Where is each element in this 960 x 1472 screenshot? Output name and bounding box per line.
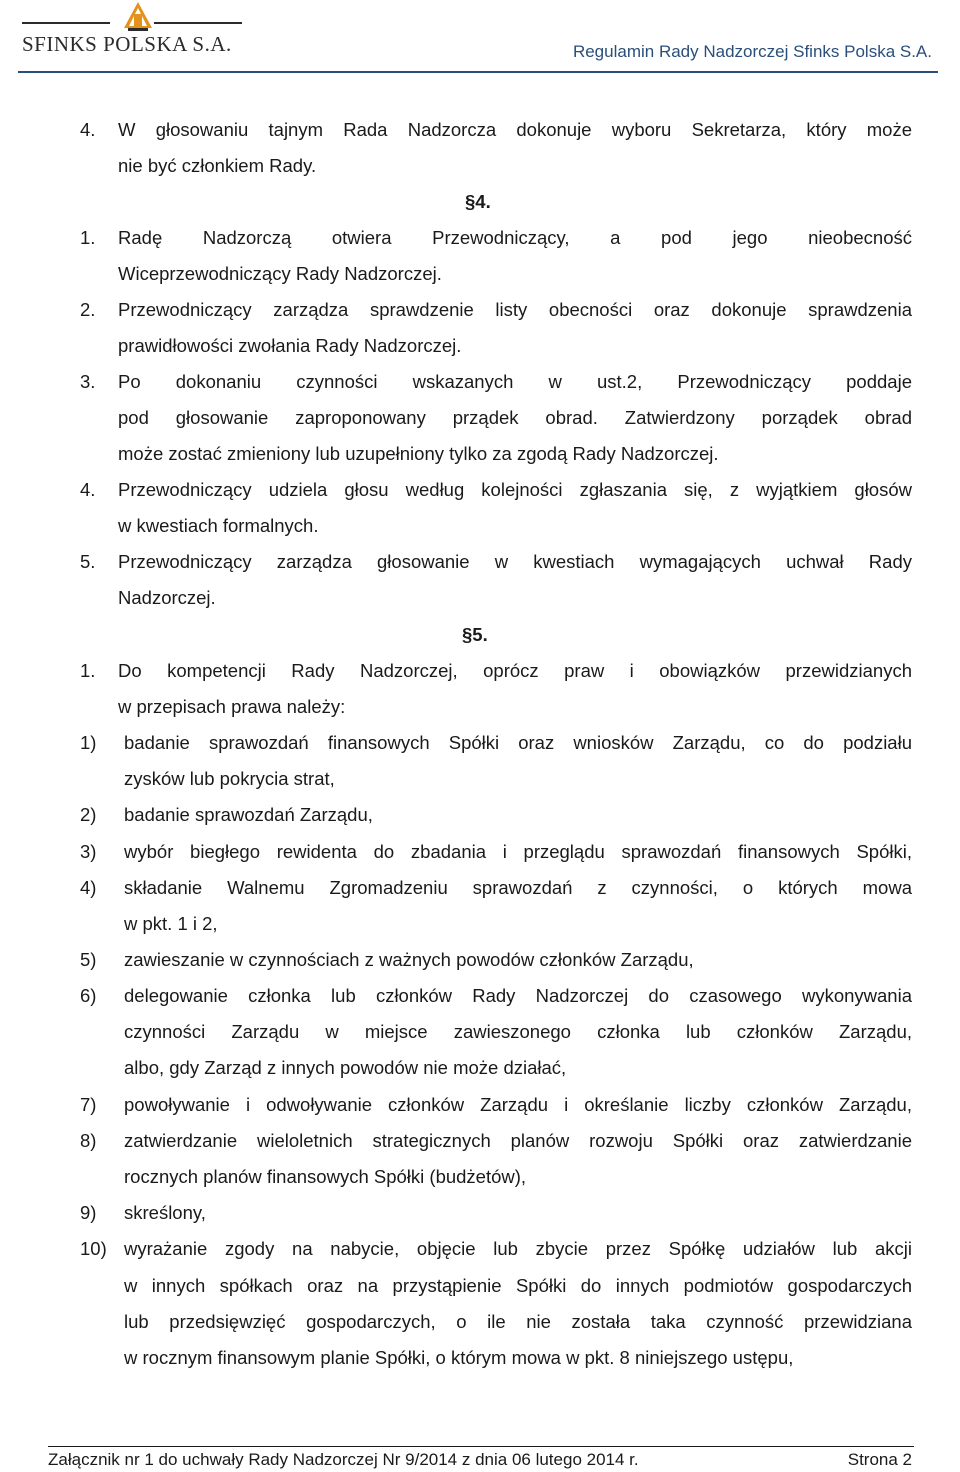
footer-divider xyxy=(48,1446,914,1447)
list-item-line: rocznych planów finansowych Spółki (budżetów), xyxy=(124,1166,527,1187)
item-number: 2. xyxy=(80,299,96,320)
paragraph-line: Przewodniczący udziela głosu według kolejności zgłaszania się, z wyjątkiem głosów xyxy=(118,479,912,500)
paragraph-line: prawidłowości zwołania Rady Nadzorczej. xyxy=(118,335,462,356)
footer-attachment-note: Załącznik nr 1 do uchwały Rady Nadzorczej Nr 9/2014 z dnia 06 lutego 2014 r. xyxy=(48,1450,639,1469)
list-number: 10) xyxy=(80,1238,107,1259)
paragraph-line: w przepisach prawa należy: xyxy=(118,696,346,717)
page-number: Strona 2 xyxy=(847,1450,912,1469)
paragraph-line: pod głosowanie zaproponowany prządek obrad. Zatwierdzony porządek obrad xyxy=(118,407,912,428)
list-number: 9) xyxy=(80,1202,97,1223)
list-item-line: powoływanie i odwoływanie członków Zarządu i określanie liczby członków Zarządu, xyxy=(124,1094,912,1115)
list-number: 2) xyxy=(80,804,97,825)
item-number: 1. xyxy=(80,227,96,248)
paragraph-line: w kwestiach formalnych. xyxy=(118,515,319,536)
list-item-line: skreślony, xyxy=(124,1202,206,1223)
paragraph-line: może zostać zmieniony lub uzupełniony tylko za zgodą Rady Nadzorczej. xyxy=(118,443,719,464)
paragraph-line: Po dokonaniu czynności wskazanych w ust.2, Przewodniczący poddaje xyxy=(118,371,912,392)
sphinx-logo-icon xyxy=(122,2,154,32)
item-number: 1. xyxy=(80,660,96,681)
list-item-line: czynności Zarządu w miejsce zawieszonego członka lub członków Zarządu, xyxy=(124,1021,912,1042)
list-item-line: w innych spółkach oraz na przystąpienie Spółki do innych podmiotów gospodarczych xyxy=(124,1275,912,1296)
paragraph-line: Nadzorczej. xyxy=(118,587,216,608)
list-item-line: w rocznym finansowym planie Spółki, o którym mowa w pkt. 8 niniejszego ustępu, xyxy=(124,1347,794,1368)
logo-text: SFINKS POLSKA S.A. xyxy=(22,32,232,56)
company-logo xyxy=(22,2,242,64)
list-number: 8) xyxy=(80,1130,97,1151)
paragraph-line: Do kompetencji Rady Nadzorczej, oprócz praw i obowiązków przewidzianych xyxy=(118,660,912,681)
list-item-line: zatwierdzanie wieloletnich strategicznych planów rozwoju Spółki oraz zatwierdzanie xyxy=(124,1130,912,1151)
list-number: 5) xyxy=(80,949,97,970)
list-item-line: wybór biegłego rewidenta do zbadania i przeglądu sprawozdań finansowych Spółki, xyxy=(124,841,912,862)
list-item-line: składanie Walnemu Zgromadzeniu sprawozdań z czynności, o których mowa xyxy=(124,877,912,898)
logo-line-left xyxy=(22,22,110,24)
list-item-line: wyrażanie zgody na nabycie, objęcie lub zbycie przez Spółkę udziałów lub akcji xyxy=(124,1238,912,1259)
list-item-line: zawieszanie w czynnościach z ważnych powodów członków Zarządu, xyxy=(124,949,694,970)
list-item-line: badanie sprawozdań Zarządu, xyxy=(124,804,373,825)
list-number: 3) xyxy=(80,841,97,862)
paragraph-line: Wiceprzewodniczący Rady Nadzorczej. xyxy=(118,263,442,284)
list-item-line: delegowanie członka lub członków Rady Nadzorczej do czasowego wykonywania xyxy=(124,985,912,1006)
list-item-line: zysków lub pokrycia strat, xyxy=(124,768,335,789)
paragraph-line: Radę Nadzorczą otwiera Przewodniczący, a pod jego nieobecność xyxy=(118,227,912,248)
list-item-line: albo, gdy Zarząd z innych powodów nie może działać, xyxy=(124,1057,567,1078)
list-number: 4) xyxy=(80,877,97,898)
logo-line-right xyxy=(154,22,242,24)
page-header xyxy=(0,0,960,72)
list-item-line: badanie sprawozdań finansowych Spółki oraz wniosków Zarządu, co do podziału xyxy=(124,732,912,753)
item-number: 5. xyxy=(80,551,96,572)
list-number: 6) xyxy=(80,985,97,1006)
document-title: Regulamin Rady Nadzorczej Sfinks Polska S.A. xyxy=(572,42,932,61)
list-number: 7) xyxy=(80,1094,97,1115)
paragraph-line: W głosowaniu tajnym Rada Nadzorcza dokonuje wyboru Sekretarza, który może xyxy=(118,119,912,140)
header-divider xyxy=(18,71,938,73)
section-heading: §4. xyxy=(465,191,491,212)
list-number: 1) xyxy=(80,732,97,753)
item-number: 3. xyxy=(80,371,96,392)
item-number: 4. xyxy=(80,119,96,140)
list-item-line: lub przedsięwzięć gospodarczych, o ile nie została taka czynność przewidziana xyxy=(124,1311,912,1332)
item-number: 4. xyxy=(80,479,96,500)
section-heading: §5. xyxy=(462,624,488,645)
paragraph-line: Przewodniczący zarządza sprawdzenie listy obecności oraz dokonuje sprawdzenia xyxy=(118,299,912,320)
list-item-line: w pkt. 1 i 2, xyxy=(124,913,218,934)
paragraph-line: Przewodniczący zarządza głosowanie w kwestiach wymagających uchwał Rady xyxy=(118,551,912,572)
paragraph-line: nie być członkiem Rady. xyxy=(118,155,317,176)
